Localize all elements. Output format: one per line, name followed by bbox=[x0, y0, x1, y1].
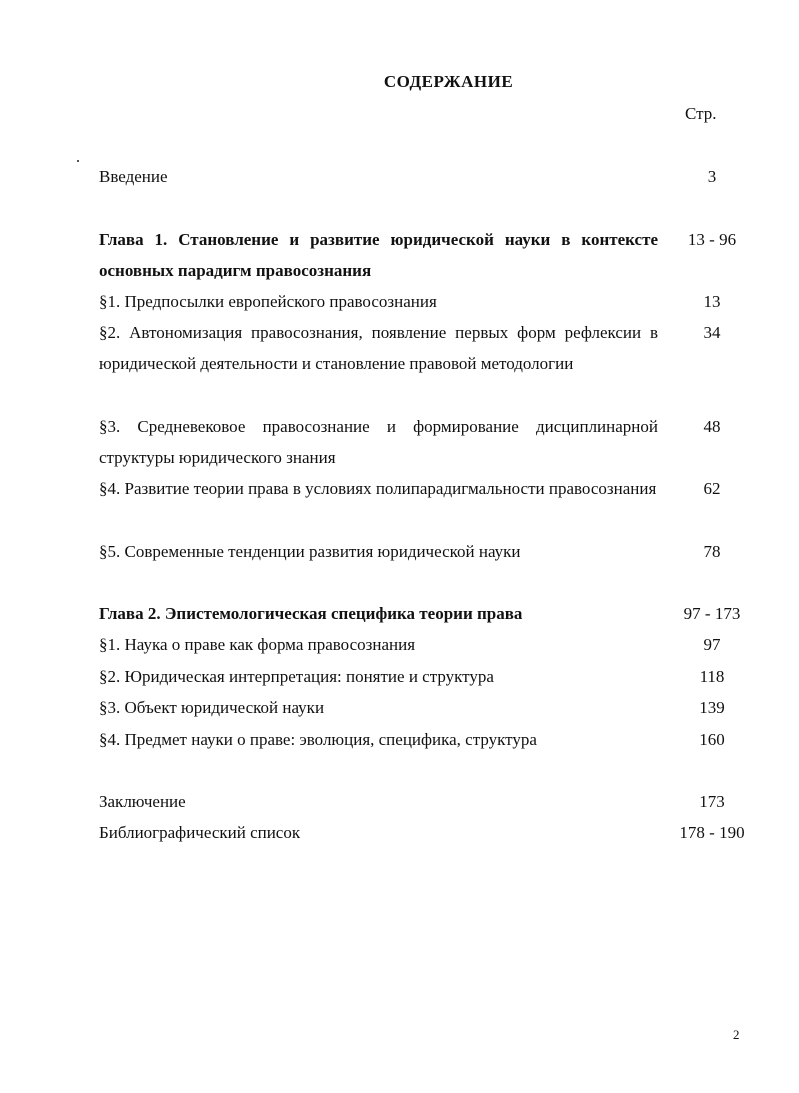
toc-entry-text: §1. Наука о праве как форма правосознания bbox=[99, 635, 416, 654]
toc-page-number: 48 bbox=[703, 417, 721, 436]
toc-entry-ch2-section-1 bbox=[99, 629, 658, 660]
toc-entry-ch2-section-2 bbox=[99, 661, 658, 692]
toc-page-number: 178 - 190 bbox=[679, 823, 745, 842]
toc-entry-conclusion bbox=[99, 786, 658, 817]
toc-page-number: 97 - 173 bbox=[683, 604, 741, 623]
toc-page-number: 97 bbox=[703, 635, 721, 654]
document-title: СОДЕРЖАНИЕ bbox=[383, 72, 514, 91]
toc-entry-chapter-1 bbox=[99, 224, 658, 286]
toc-entry-text: Глава 1. Становление и развитие юридической науки в контексте основных парадигм правосознания bbox=[99, 230, 658, 281]
toc-entry-text: §1. Предпосылки европейского правосознания bbox=[99, 292, 437, 311]
toc-page-number: 160 bbox=[699, 730, 725, 749]
toc-page-number: 118 bbox=[699, 667, 725, 686]
toc-entry-text: Заключение bbox=[99, 792, 186, 811]
toc-entry-text: §3. Средневековое правосознание и формирование дисциплинарной структуры юридического знания bbox=[99, 417, 658, 468]
page-number: 2 bbox=[733, 1027, 740, 1042]
toc-page-number: 13 - 96 bbox=[687, 230, 737, 249]
toc-entry-introduction bbox=[99, 161, 658, 192]
toc-entry-bibliography bbox=[99, 817, 658, 848]
toc-entry-ch1-section-3 bbox=[99, 411, 658, 473]
toc-entry-ch2-section-3 bbox=[99, 692, 658, 723]
toc-entry-ch1-section-2 bbox=[99, 317, 658, 379]
toc-entry-text: Глава 2. Эпистемологическая специфика теории права bbox=[99, 604, 523, 623]
page-column-header: Стр. bbox=[685, 104, 717, 123]
toc-page-number: 173 bbox=[699, 792, 725, 811]
toc-page-number: 3 bbox=[707, 167, 717, 186]
toc-page-number: 62 bbox=[703, 479, 721, 498]
toc-entry-text: Введение bbox=[99, 167, 168, 186]
toc-entry-text: Библиографический список bbox=[99, 823, 301, 842]
toc-entry-text: §2. Юридическая интерпретация: понятие и структура bbox=[99, 667, 494, 686]
toc-page-number: 34 bbox=[703, 323, 721, 342]
toc-page-number: 78 bbox=[703, 542, 721, 561]
toc-entry-text: §5. Современные тенденции развития юридической науки bbox=[99, 542, 521, 561]
toc-entry-text: §2. Автономизация правосознания, появление первых форм рефлексии в юридической деятельности и становление правовой методологии bbox=[99, 323, 658, 374]
toc-entry-text: §3. Объект юридической науки bbox=[99, 698, 325, 717]
toc-page-number: 139 bbox=[699, 698, 725, 717]
scan-speck bbox=[77, 160, 79, 162]
toc-entry-ch2-section-4 bbox=[99, 724, 658, 755]
toc-entry-ch1-section-5 bbox=[99, 536, 658, 567]
toc-page-number: 13 bbox=[703, 292, 721, 311]
toc-entry-ch1-section-4 bbox=[99, 473, 658, 504]
toc-entry-chapter-2 bbox=[99, 598, 658, 629]
toc-entry-text: §4. Развитие теории права в условиях полипарадигмальности правосознания bbox=[99, 479, 657, 498]
toc-entry-ch1-section-1 bbox=[99, 286, 658, 317]
toc-entry-text: §4. Предмет науки о праве: эволюция, специфика, структура bbox=[99, 730, 537, 749]
